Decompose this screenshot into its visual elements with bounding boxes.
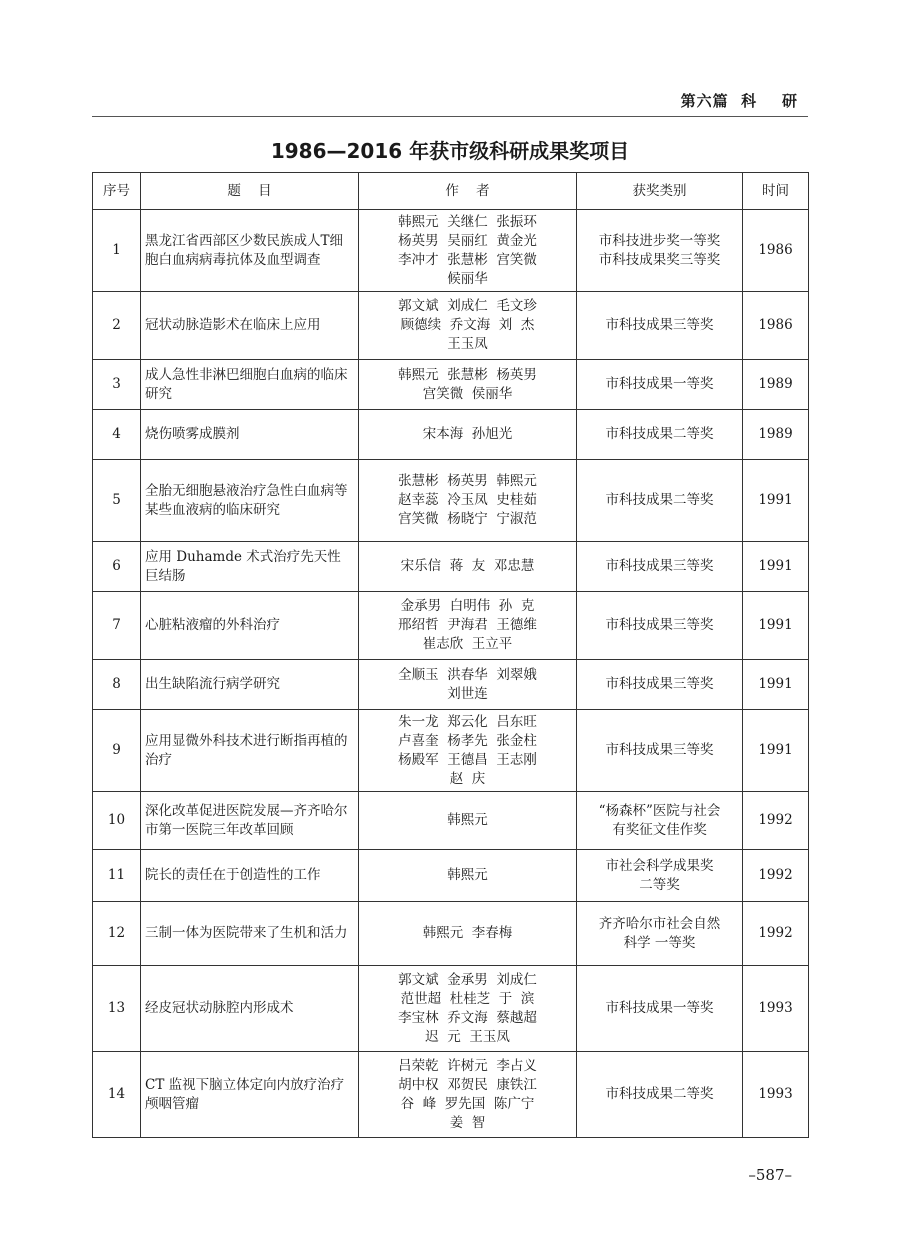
cell-title: 出生缺陷流行病学研究 [141, 660, 359, 710]
cell-no: 14 [93, 1052, 141, 1138]
award-line: 市科技成果三等奖 [605, 617, 714, 633]
award-line: 市科技成果三等奖 [605, 558, 714, 574]
cell-no: 13 [93, 966, 141, 1052]
author-line: 金承男 白明伟 孙 克 [400, 598, 535, 614]
page-number: –587– [748, 1166, 792, 1184]
cell-authors [359, 966, 577, 1052]
cell-title: 三制一体为医院带来了生机和活力 [141, 902, 359, 966]
cell-year: 1992 [743, 850, 809, 902]
author-line: 顾德续 乔文海 刘 杰 [400, 317, 535, 333]
author-line: 郭文斌 刘成仁 毛文珍 [398, 298, 537, 314]
award-line: 科学 一等奖 [623, 934, 696, 951]
cell-award [577, 542, 743, 592]
header-year: 时间 [743, 173, 809, 210]
cell-award [577, 660, 743, 710]
table-row [93, 410, 809, 460]
cell-authors [359, 902, 577, 966]
author-line: 崔志欣 王立平 [422, 636, 513, 652]
table-row [93, 542, 809, 592]
table-row [93, 360, 809, 410]
cell-no: 5 [93, 460, 141, 542]
header-authors: 作 者 [359, 173, 577, 210]
cell-year: 1991 [743, 460, 809, 542]
author-line: 谷 峰 罗先国 陈广宁 [400, 1095, 535, 1112]
author-line: 韩熙元 关继仁 张振环 [398, 213, 537, 230]
author-line: 韩熙元 李春梅 [422, 925, 513, 941]
cell-no: 1 [93, 210, 141, 292]
author-line: 韩熙元 [447, 812, 488, 828]
table-header-row [93, 173, 809, 210]
author-line: 范世超 杜桂芝 于 滨 [400, 990, 535, 1007]
cell-authors [359, 792, 577, 850]
award-line: 市科技成果三等奖 [605, 317, 714, 333]
cell-no: 4 [93, 410, 141, 460]
cell-no: 2 [93, 292, 141, 360]
cell-award [577, 966, 743, 1052]
award-line: 齐齐哈尔市社会自然 [598, 915, 721, 932]
author-line: 朱一龙 郑云化 吕东旺 [398, 713, 537, 730]
author-line: 王玉凤 [447, 336, 488, 352]
awards-table [92, 172, 809, 1138]
running-header [92, 86, 808, 117]
cell-award [577, 710, 743, 792]
cell-authors [359, 850, 577, 902]
cell-title: 黑龙江省西部区少数民族成人T细胞白血病病毒抗体及血型调查 [141, 210, 359, 292]
author-line: 刘世连 [447, 685, 488, 702]
cell-year: 1986 [743, 292, 809, 360]
table-row [93, 710, 809, 792]
award-line: 市社会科学成果奖 [605, 857, 714, 874]
cell-authors [359, 660, 577, 710]
table-row [93, 966, 809, 1052]
cell-title: CT 监视下脑立体定向内放疗治疗颅咽管瘤 [141, 1052, 359, 1138]
cell-authors [359, 592, 577, 660]
header-title: 题 目 [141, 173, 359, 210]
cell-title: 冠状动脉造影术在临床上应用 [141, 292, 359, 360]
cell-award [577, 292, 743, 360]
author-line: 韩熙元 张慧彬 杨英男 [398, 366, 537, 383]
cell-award [577, 210, 743, 292]
cell-authors [359, 460, 577, 542]
table-row [93, 1052, 809, 1138]
award-line: 市科技进步奖一等奖 [598, 232, 721, 249]
cell-award [577, 792, 743, 850]
cell-year: 1989 [743, 410, 809, 460]
cell-title: 心脏粘液瘤的外科治疗 [141, 592, 359, 660]
cell-authors [359, 360, 577, 410]
author-line: 赵幸蕊 冷玉凤 史桂茹 [398, 492, 537, 508]
header-no: 序号 [93, 173, 141, 210]
cell-no: 8 [93, 660, 141, 710]
author-line: 赵 庆 [449, 770, 486, 787]
cell-no: 11 [93, 850, 141, 902]
cell-award [577, 460, 743, 542]
cell-authors [359, 410, 577, 460]
award-line: 市科技成果一等奖 [605, 376, 714, 392]
author-line: 郭文斌 金承男 刘成仁 [398, 971, 537, 988]
cell-authors [359, 292, 577, 360]
award-line: 二等奖 [639, 876, 680, 893]
cell-no: 3 [93, 360, 141, 410]
cell-authors [359, 542, 577, 592]
table-row [93, 210, 809, 292]
cell-authors [359, 1052, 577, 1138]
cell-award [577, 592, 743, 660]
cell-award [577, 850, 743, 902]
award-line: 市科技成果二等奖 [605, 1086, 714, 1102]
cell-year: 1986 [743, 210, 809, 292]
cell-year: 1991 [743, 542, 809, 592]
cell-title: 院长的责任在于创造性的工作 [141, 850, 359, 902]
cell-award [577, 410, 743, 460]
cell-year: 1991 [743, 660, 809, 710]
cell-no: 12 [93, 902, 141, 966]
table-row [93, 902, 809, 966]
cell-title: 全胎无细胞悬液治疗急性白血病等某些血液病的临床研究 [141, 460, 359, 542]
page-title: 1986—2016 年获市级科研成果奖项目 [270, 139, 630, 163]
table-row [93, 592, 809, 660]
author-line: 张慧彬 杨英男 韩熙元 [398, 473, 537, 489]
cell-award [577, 902, 743, 966]
section-label: 第六篇 科 研 [680, 92, 798, 110]
cell-no: 6 [93, 542, 141, 592]
header-award: 获奖类别 [577, 173, 743, 210]
cell-authors [359, 710, 577, 792]
award-line: 市科技成果奖三等奖 [598, 251, 721, 268]
cell-year: 1991 [743, 710, 809, 792]
author-line: 杨英男 吴丽红 黄金光 [398, 232, 537, 249]
table-row [93, 460, 809, 542]
author-line: 卢喜奎 杨孝先 张金柱 [398, 732, 537, 749]
award-line: 有奖征文佳作奖 [612, 821, 707, 838]
cell-year: 1992 [743, 902, 809, 966]
cell-title: 烧伤喷雾成膜剂 [141, 410, 359, 460]
author-line: 李宝林 乔文海 蔡越超 [398, 1009, 537, 1026]
cell-no: 7 [93, 592, 141, 660]
cell-authors [359, 210, 577, 292]
table-row [93, 850, 809, 902]
cell-year: 1992 [743, 792, 809, 850]
author-line: 邢绍哲 尹海君 王德维 [398, 617, 537, 633]
award-line: 市科技成果三等奖 [605, 676, 714, 692]
cell-year: 1993 [743, 966, 809, 1052]
cell-award [577, 360, 743, 410]
award-line: 市科技成果三等奖 [605, 742, 714, 758]
table-row [93, 792, 809, 850]
cell-title: 成人急性非淋巴细胞白血病的临床研究 [141, 360, 359, 410]
author-line: 胡中权 邓贺民 康铁江 [398, 1076, 537, 1093]
author-line: 杨殿军 王德昌 王志刚 [398, 751, 537, 768]
cell-no: 10 [93, 792, 141, 850]
author-line: 宋乐信 蒋 友 邓忠慧 [400, 558, 535, 574]
author-line: 宫笑微 杨晓宁 宁淑范 [398, 511, 537, 527]
award-line: 市科技成果二等奖 [605, 426, 714, 442]
author-line: 姜 智 [449, 1114, 486, 1131]
table-row [93, 660, 809, 710]
cell-title: 深化改革促进医院发展—齐齐哈尔市第一医院三年改革回顾 [141, 792, 359, 850]
cell-title: 应用 Duhamde 术式治疗先天性巨结肠 [141, 542, 359, 592]
award-line: 市科技成果二等奖 [605, 492, 714, 508]
author-line: 吕荣乾 许树元 李占义 [398, 1057, 537, 1074]
author-line: 全顺玉 洪春华 刘翠娥 [398, 666, 537, 683]
cell-award [577, 1052, 743, 1138]
award-line: “杨森杯”医院与社会 [598, 802, 721, 819]
award-line: 市科技成果一等奖 [605, 1000, 714, 1016]
table-body [93, 210, 809, 1138]
cell-year: 1993 [743, 1052, 809, 1138]
cell-no: 9 [93, 710, 141, 792]
author-line: 宋本海 孙旭光 [422, 426, 513, 442]
author-line: 宫笑微 侯丽华 [422, 385, 513, 402]
cell-year: 1989 [743, 360, 809, 410]
author-line: 李冲才 张慧彬 宫笑微 [398, 251, 537, 268]
author-line: 韩熙元 [447, 867, 488, 883]
cell-year: 1991 [743, 592, 809, 660]
cell-title: 经皮冠状动脉腔内形成术 [141, 966, 359, 1052]
table-row [93, 292, 809, 360]
author-line: 迟 元 王玉凤 [425, 1028, 510, 1045]
cell-title: 应用显微外科技术进行断指再植的治疗 [141, 710, 359, 792]
author-line: 候丽华 [447, 270, 488, 287]
